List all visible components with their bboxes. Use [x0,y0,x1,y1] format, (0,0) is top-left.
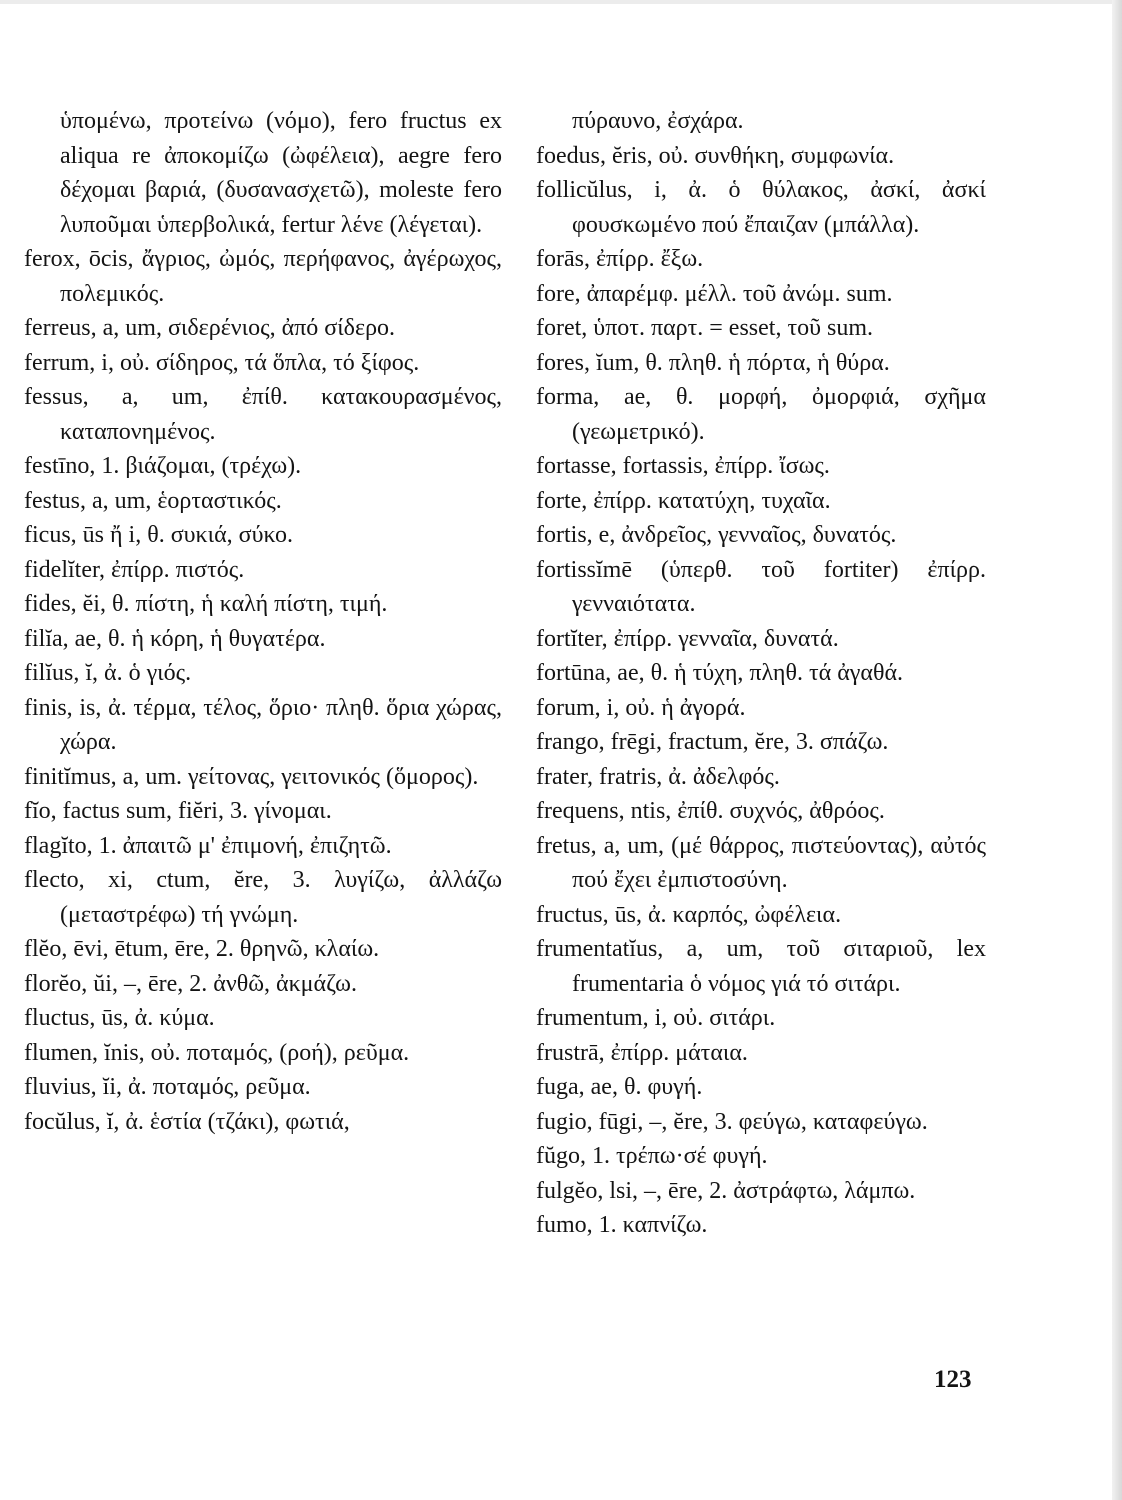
dictionary-entry: filĭus, ĭ, ἀ. ὁ γιός. [24,660,192,686]
dictionary-entry: frumentatĭus, a, um, τοῦ σιταριοῦ, lex frumentaria ὁ νόμος γιά τό σιτάρι. [536,936,986,997]
dictionary-entry: fessus, a, um, ἐπίθ. κατακουρασμένος, καταπονημένος. [24,384,502,445]
dictionary-entry: fĭo, factus sum, fiĕri, 3. γίνομαι. [24,798,332,824]
dictionary-entry: fŭgo, 1. τρέπω·σέ φυγή. [536,1143,768,1169]
dictionary-entry: focŭlus, ĭ, ἀ. ἑστία (τζάκι), φωτιά, [24,1108,350,1135]
dictionary-entry: ficus, ūs ἤ i, θ. συκιά, σύκο. [24,522,294,548]
dictionary-entry: filĭa, ae, θ. ἡ κόρη, ἡ θυγατέρα. [24,625,326,652]
dictionary-entry: frustrā, ἐπίρρ. μάταια. [536,1039,748,1066]
dictionary-entry: forum, i, οὐ. ἡ ἀγορά. [536,694,746,721]
page-number: 123 [934,1366,972,1393]
dictionary-entry: fugio, fūgi, –, ĕre, 3. φεύγω, καταφεύγω. [536,1108,928,1135]
dictionary-entry: forās, ἐπίρρ. ἔξω. [536,246,704,272]
dictionary-entry: festīno, 1. βιάζομαι, (τρέχω). [24,453,302,479]
dictionary-entry: festus, a, um, ἑορταστικός. [24,487,282,514]
dictionary-entry: florĕo, ŭi, –, ēre, 2. ἀνθῶ, ἀκμάζω. [24,970,357,997]
dictionary-entry: frumentum, i, οὐ. σιτάρι. [536,1005,776,1031]
right-column [536,104,986,1243]
dictionary-entry: forma, ae, θ. μορφή, ὀμορφιά, σχῆμα (γεωμετρικό). [536,384,986,445]
dictionary-entry: fructus, ūs, ἀ. καρπός, ὠφέλεια. [536,901,842,928]
dictionary-entry: fortis, e, ἀνδρεῖος, γενναῖος, δυνατός. [536,522,897,548]
dictionary-entry: finitĭmus, a, um. γείτονας, γειτονικός (ὅμορος). [24,763,479,790]
dictionary-entry: forte, ἐπίρρ. κατατύχη, τυχαῖα. [536,487,831,514]
dictionary-entry: fretus, a, um, (μέ θάρρος, πιστεύοντας), αὐτός πού ἔχει ἐμπιστοσύνη. [536,832,986,893]
dictionary-entry: fluvius, ĭi, ἀ. ποταμός, ρεῦμα. [24,1074,311,1100]
dictionary-entry: foret, ὑποτ. παρτ. = esset, τοῦ sum. [536,315,873,341]
dictionary-entry: foedus, ĕris, οὐ. συνθήκη, συμφωνία. [536,142,895,169]
left-column [24,104,502,1139]
dictionary-entry: fores, ĭum, θ. πληθ. ἡ πόρτα, ἡ θύρα. [536,349,890,376]
page-right-edge [1112,0,1122,1500]
dictionary-entry: frequens, ntis, ἐπίθ. συχνός, ἀθρόος. [536,798,885,824]
dictionary-entry: ὑπομένω, προτείνω (νόμο), fero fructus ex aliqua re ἀποκομίζω (ὠφέλεια), aegre fero δέχομαι βαριά, (δυσανασχετῶ), moleste fero λυποῦμαι ὑπερβολικά, fertur λένε (λέγεται). [60,108,502,238]
dictionary-entry: finis, is, ἀ. τέρμα, τέλος, ὅριο· πληθ. ὅρια χώρας, χώρα. [24,694,502,755]
dictionary-entry: fidelĭter, ἐπίρρ. πιστός. [24,556,245,583]
dictionary-entry: fides, ĕi, θ. πίστη, ἡ καλή πίστη, τιμή. [24,591,388,617]
dictionary-entry: fortūna, ae, θ. ἡ τύχη, πληθ. τά ἀγαθά. [536,660,904,686]
dictionary-entry: fortasse, fortassis, ἐπίρρ. ἴσως. [536,453,830,479]
dictionary-entry: frango, frēgi, fractum, ĕre, 3. σπάζω. [536,729,889,755]
dictionary-entry: flecto, xi, ctum, ĕre, 3. λυγίζω, ἀλλάζω (μεταστρέφω) τή γνώμη. [24,867,502,928]
dictionary-entry: ferrum, i, οὐ. σίδηρος, τά ὅπλα, τό ξίφος. [24,349,420,376]
dictionary-entry: πύραυνο, ἐσχάρα. [572,108,744,134]
dictionary-entry: flagĭto, 1. ἀπαιτῶ μ' ἐπιμονή, ἐπιζητῶ. [24,832,392,859]
dictionary-entry: flumen, ĭnis, οὐ. ποταμός, (ροή), ρεῦμα. [24,1039,410,1066]
dictionary-entry: fortĭter, ἐπίρρ. γενναῖα, δυνατά. [536,625,839,652]
dictionary-entry: fortissĭmē (ὑπερθ. τοῦ fortiter) ἐπίρρ. γενναιότατα. [536,556,986,617]
dictionary-entry: flĕo, ēvi, ētum, ēre, 2. θρηνῶ, κλαίω. [24,936,380,962]
dictionary-entry: ferreus, a, um, σιδερένιος, ἀπό σίδερο. [24,315,396,341]
dictionary-entry: frater, fratris, ἀ. ἀδελφός. [536,763,780,790]
dictionary-entry: fore, ἀπαρέμφ. μέλλ. τοῦ ἀνώμ. sum. [536,280,893,307]
dictionary-entry: fluctus, ūs, ἀ. κύμα. [24,1005,215,1031]
dictionary-entry: follicŭlus, i, ἀ. ὁ θύλακος, ἀσκί, ἀσκί φουσκωμένο πού ἔπαιζαν (μπάλλα). [536,177,986,238]
page-top-edge [0,0,1122,4]
dictionary-entry: ferox, ōcis, ἄγριος, ὠμός, περήφανος, ἀγέρωχος, πολεμικός. [24,246,502,307]
dictionary-entry: fuga, ae, θ. φυγή. [536,1074,703,1100]
dictionary-entry: fumo, 1. καπνίζω. [536,1212,708,1238]
dictionary-entry: fulgĕo, lsi, –, ēre, 2. ἀστράφτω, λάμπω. [536,1177,916,1204]
